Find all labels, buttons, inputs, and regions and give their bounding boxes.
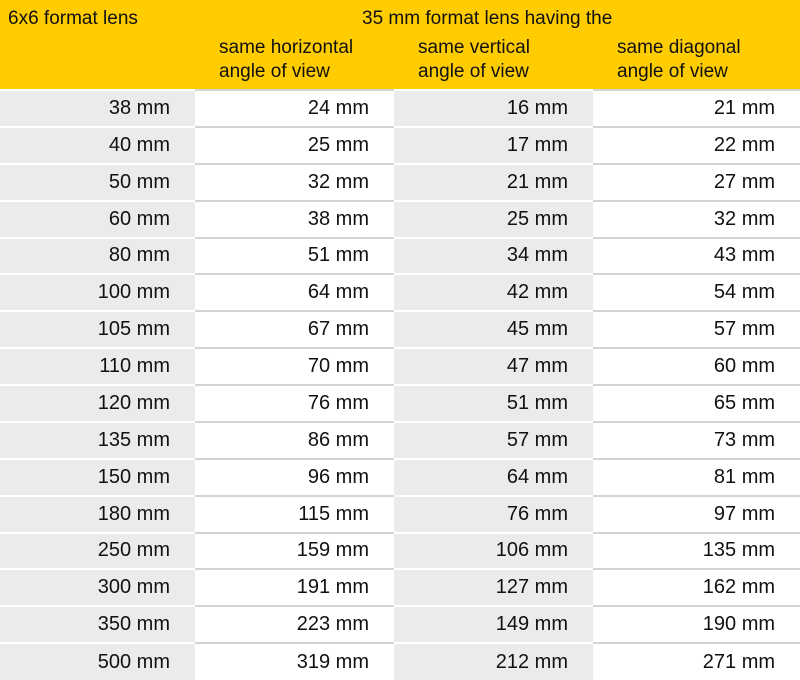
cell-same-vertical: 149 mm — [394, 606, 593, 643]
cell-same-horizontal: 67 mm — [195, 311, 394, 348]
cell-6x6-lens: 120 mm — [0, 385, 195, 422]
cell-same-vertical: 42 mm — [394, 274, 593, 311]
cell-6x6-lens: 300 mm — [0, 569, 195, 606]
cell-same-diagonal: 73 mm — [593, 422, 800, 459]
cell-same-diagonal: 27 mm — [593, 164, 800, 201]
cell-same-vertical: 25 mm — [394, 201, 593, 238]
header-same-horizontal-line2: angle of view — [219, 61, 330, 82]
header-35mm-group: 35 mm format lens having the — [195, 0, 800, 34]
table-header — [0, 0, 800, 90]
cell-6x6-lens: 60 mm — [0, 201, 195, 238]
header-same-diagonal-line1: same diagonal — [617, 37, 741, 58]
cell-6x6-lens: 100 mm — [0, 274, 195, 311]
cell-6x6-lens: 180 mm — [0, 496, 195, 533]
table-row — [0, 274, 800, 311]
cell-same-vertical: 47 mm — [394, 348, 593, 385]
cell-same-diagonal: 54 mm — [593, 274, 800, 311]
cell-same-horizontal: 25 mm — [195, 127, 394, 164]
table-row — [0, 533, 800, 570]
cell-same-vertical: 51 mm — [394, 385, 593, 422]
cell-same-horizontal: 76 mm — [195, 385, 394, 422]
cell-6x6-lens: 150 mm — [0, 459, 195, 496]
cell-same-diagonal: 21 mm — [593, 90, 800, 127]
table-row — [0, 496, 800, 533]
cell-same-vertical: 127 mm — [394, 569, 593, 606]
cell-same-horizontal: 115 mm — [195, 496, 394, 533]
cell-same-diagonal: 271 mm — [593, 643, 800, 680]
header-same-vertical-line2: angle of view — [418, 61, 529, 82]
cell-same-vertical: 106 mm — [394, 533, 593, 570]
cell-same-diagonal: 60 mm — [593, 348, 800, 385]
cell-6x6-lens: 135 mm — [0, 422, 195, 459]
cell-same-horizontal: 64 mm — [195, 274, 394, 311]
cell-same-vertical: 21 mm — [394, 164, 593, 201]
table-body — [0, 90, 800, 680]
cell-same-vertical: 16 mm — [394, 90, 593, 127]
table-row — [0, 311, 800, 348]
cell-6x6-lens: 110 mm — [0, 348, 195, 385]
cell-same-diagonal: 65 mm — [593, 385, 800, 422]
cell-6x6-lens: 80 mm — [0, 238, 195, 275]
cell-same-diagonal: 162 mm — [593, 569, 800, 606]
header-same-diagonal-line2: angle of view — [617, 61, 728, 82]
table-row — [0, 643, 800, 680]
cell-same-vertical: 57 mm — [394, 422, 593, 459]
header-same-diagonal — [593, 34, 800, 90]
cell-same-horizontal: 223 mm — [195, 606, 394, 643]
cell-6x6-lens: 250 mm — [0, 533, 195, 570]
cell-same-horizontal: 191 mm — [195, 569, 394, 606]
cell-same-horizontal: 32 mm — [195, 164, 394, 201]
cell-same-horizontal: 86 mm — [195, 422, 394, 459]
cell-same-diagonal: 97 mm — [593, 496, 800, 533]
cell-same-diagonal: 22 mm — [593, 127, 800, 164]
cell-6x6-lens: 500 mm — [0, 643, 195, 680]
cell-6x6-lens: 50 mm — [0, 164, 195, 201]
cell-same-diagonal: 135 mm — [593, 533, 800, 570]
cell-same-vertical: 212 mm — [394, 643, 593, 680]
header-same-horizontal — [195, 34, 394, 90]
table-row — [0, 238, 800, 275]
table-row — [0, 422, 800, 459]
cell-same-horizontal: 319 mm — [195, 643, 394, 680]
table-row — [0, 459, 800, 496]
cell-same-horizontal: 24 mm — [195, 90, 394, 127]
cell-same-horizontal: 159 mm — [195, 533, 394, 570]
header-row-top — [0, 0, 800, 34]
table-row — [0, 201, 800, 238]
table-row — [0, 385, 800, 422]
cell-same-diagonal: 32 mm — [593, 201, 800, 238]
table-row — [0, 569, 800, 606]
cell-6x6-lens: 40 mm — [0, 127, 195, 164]
cell-same-horizontal: 70 mm — [195, 348, 394, 385]
cell-same-horizontal: 96 mm — [195, 459, 394, 496]
cell-same-diagonal: 190 mm — [593, 606, 800, 643]
cell-same-diagonal: 43 mm — [593, 238, 800, 275]
cell-same-vertical: 64 mm — [394, 459, 593, 496]
header-same-horizontal-line1: same horizontal — [219, 37, 354, 58]
cell-same-vertical: 45 mm — [394, 311, 593, 348]
header-same-vertical-line1: same vertical — [418, 37, 530, 58]
table-row — [0, 164, 800, 201]
cell-same-vertical: 34 mm — [394, 238, 593, 275]
table-row — [0, 606, 800, 643]
cell-same-horizontal: 38 mm — [195, 201, 394, 238]
table-row — [0, 90, 800, 127]
header-same-vertical — [394, 34, 593, 90]
cell-same-horizontal: 51 mm — [195, 238, 394, 275]
cell-6x6-lens: 105 mm — [0, 311, 195, 348]
table-row — [0, 348, 800, 385]
cell-same-diagonal: 57 mm — [593, 311, 800, 348]
table-row — [0, 127, 800, 164]
header-6x6-format-lens: 6x6 format lens — [0, 0, 195, 90]
cell-same-vertical: 17 mm — [394, 127, 593, 164]
cell-6x6-lens: 38 mm — [0, 90, 195, 127]
cell-same-vertical: 76 mm — [394, 496, 593, 533]
cell-same-diagonal: 81 mm — [593, 459, 800, 496]
cell-6x6-lens: 350 mm — [0, 606, 195, 643]
